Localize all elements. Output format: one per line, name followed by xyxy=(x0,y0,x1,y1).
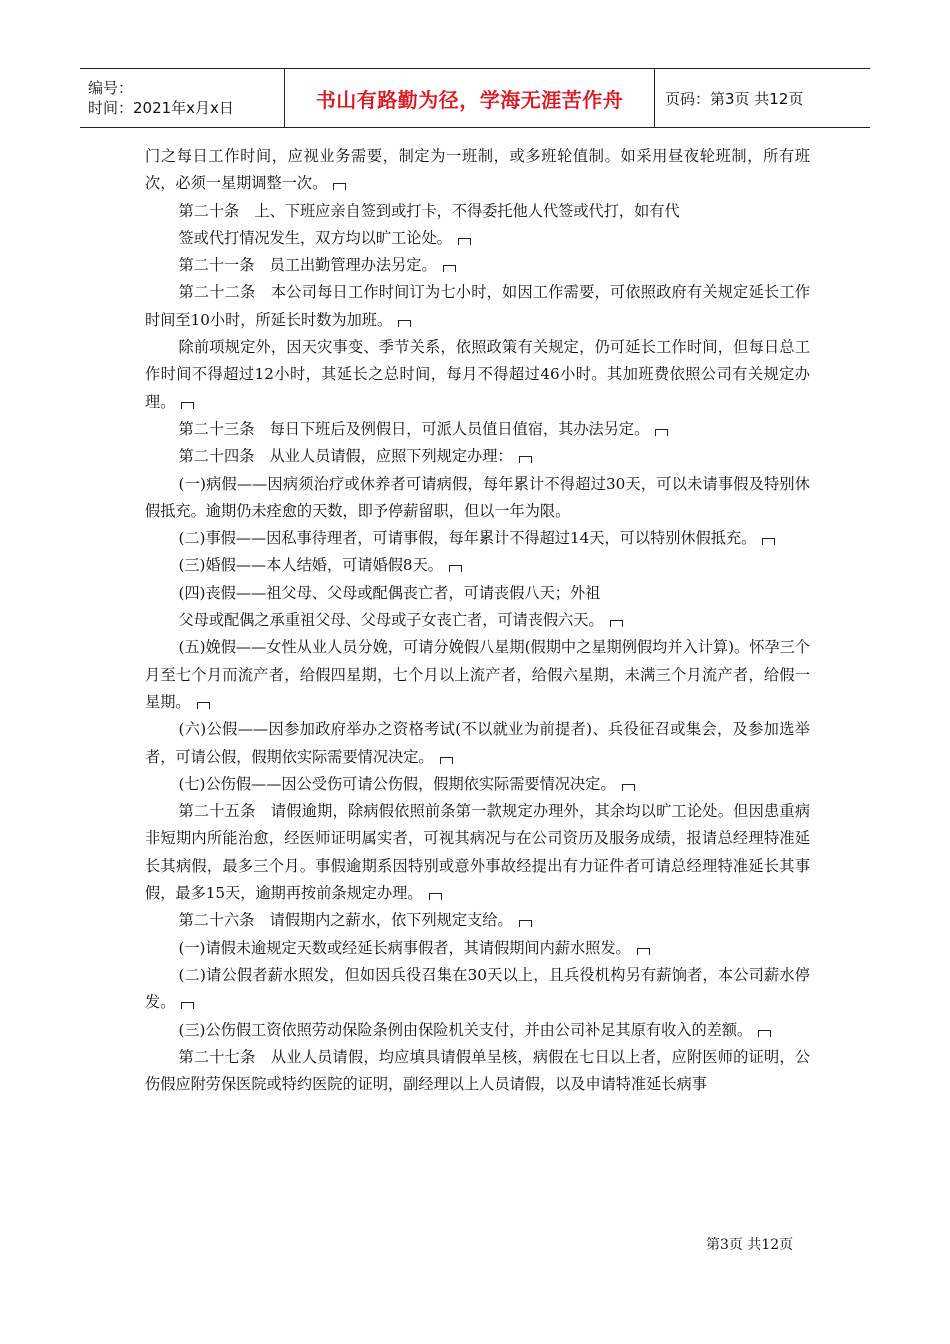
paragraph-mark-icon xyxy=(333,183,346,190)
paragraph-text: (一)请假未逾规定天数或经延长病事假者，其请假期间内薪水照发。 xyxy=(178,938,631,957)
paragraph-text: 第二十一条 员工出勤管理办法另定。 xyxy=(178,256,437,275)
paragraph-text: (二)事假——因私事待理者，可请事假，每年累计不得超过14天，可以特别休假抵充。 xyxy=(178,529,757,548)
document-date: 时间：2021年x月x日 xyxy=(88,99,234,117)
paragraph-mark-icon xyxy=(181,1002,194,1009)
body-paragraph xyxy=(145,334,810,416)
paragraph-mark-icon xyxy=(197,702,210,709)
paragraph-mark-icon xyxy=(762,538,775,545)
paragraph-text: (二)请公假者薪水照发，但如因兵役召集在30天以上，且兵役机构另有薪饷者，本公司薪水停发。 xyxy=(145,965,810,1012)
paragraph-text: (四)丧假——祖父母、父母或配偶丧亡者，可请丧假八天；外祖 xyxy=(178,583,601,602)
paragraph-mark-icon xyxy=(622,784,635,791)
paragraph-mark-icon xyxy=(181,402,194,409)
paragraph-text: 第二十三条 每日下班后及例假日，可派人员值日值宿，其办法另定。 xyxy=(178,419,650,438)
paragraph-text: (三)婚假——本人结婚，可请婚假8天。 xyxy=(178,556,443,575)
paragraph-mark-icon xyxy=(655,429,668,436)
paragraph-text: (七)公伤假——因公受伤可请公伤假，假期依实际需要情况决定。 xyxy=(178,774,616,793)
paragraph-text: (一)病假——因病须治疗或休养者可请病假，每年累计不得超过30天，可以未请事假及特别休假抵充。逾期仍未痊愈的天数，即予停薪留职，但以一年为限。 xyxy=(145,474,810,520)
header-meta xyxy=(80,69,284,127)
document-body xyxy=(145,143,810,1098)
paragraph-text: 第二十六条 请假期内之薪水，依下列规定支给。 xyxy=(178,911,513,930)
motto-text: 书山有路勤为径，学海无涯苦作舟 xyxy=(315,87,624,112)
body-paragraph xyxy=(145,907,810,934)
paragraph-text: 第二十五条 请假逾期，除病假依照前条第一款规定办理外，其余均以旷工论处。但因患重病非短期内所能治愈，经医师证明属实者，可视其病况与在公司资历及服务成绩，报请总经理特准延长其病假，最多三个月。事假逾期系因特别或意外事故经提出有力证件者可请总经理特准延长其事假，最多15天，逾期再按前条规定办理。 xyxy=(145,802,810,903)
body-paragraph xyxy=(145,416,810,443)
body-paragraph xyxy=(145,225,810,252)
body-paragraph xyxy=(145,935,810,962)
paragraph-text: 门之每日工作时间，应视业务需要，制定为一班制，或多班轮值制。如采用昼夜轮班制，所有班次，必须一星期调整一次。 xyxy=(145,147,810,193)
body-paragraph xyxy=(145,1017,810,1044)
paragraph-text: 父母或配偶之承重祖父母、父母或子女丧亡者，可请丧假六天。 xyxy=(178,611,604,630)
paragraph-text: 第二十七条 从业人员请假，均应填具请假单呈核，病假在七日以上者，应附医师的证明，公伤假应附劳保医院或特约医院的证明，副经理以上人员请假，以及申请特准延长病事 xyxy=(145,1047,810,1094)
body-paragraph xyxy=(145,962,810,1017)
paragraph-mark-icon xyxy=(519,920,532,927)
body-paragraph xyxy=(145,580,810,607)
document-number-label: 编号： xyxy=(88,79,134,97)
body-paragraph xyxy=(145,552,810,579)
header-motto xyxy=(284,69,655,127)
paragraph-mark-icon xyxy=(458,238,471,245)
paragraph-text: (六)公假——因参加政府举办之资格考试(不以就业为前提者)、兵役征召或集会，及参加选举者，可请公假，假期依实际需要情况决定。 xyxy=(145,720,810,766)
paragraph-text: 签或代打情况发生，双方均以旷工论处。 xyxy=(178,228,452,247)
body-paragraph xyxy=(145,525,810,552)
body-paragraph xyxy=(145,798,810,907)
body-paragraph xyxy=(145,771,810,798)
paragraph-mark-icon xyxy=(398,320,411,327)
body-paragraph xyxy=(145,443,810,470)
paragraph-text: 第二十四条 从业人员请假，应照下列规定办理： xyxy=(178,447,513,466)
paragraph-mark-icon xyxy=(610,620,623,627)
paragraph-mark-icon xyxy=(443,265,456,272)
paragraph-text: 除前项规定外，因天灾事变、季节关系，依照政策有关规定，仍可延长工作时间，但每日总工作时间不得超过12小时，其延长之总时间，每月不得超过46小时。其加班费依照公司有关规定办理。 xyxy=(145,338,810,411)
paragraph-mark-icon xyxy=(429,893,442,900)
body-paragraph xyxy=(145,143,810,198)
paragraph-mark-icon xyxy=(519,456,532,463)
page-footer xyxy=(706,1234,793,1254)
paragraph-mark-icon xyxy=(637,948,650,955)
header-page-info xyxy=(655,69,870,127)
paragraph-text: 第二十条 上、下班应亲自签到或打卡，不得委托他人代签或代打，如有代 xyxy=(178,201,680,220)
paragraph-text: (三)公伤假工资依照劳动保险条例由保险机关支付，并由公司补足其原有收入的差额。 xyxy=(178,1020,753,1039)
footer-page-number: 第3页 共12页 xyxy=(706,1237,794,1253)
paragraph-mark-icon xyxy=(449,565,462,572)
body-paragraph xyxy=(145,1044,810,1099)
body-paragraph xyxy=(145,252,810,279)
body-paragraph xyxy=(145,634,810,716)
body-paragraph xyxy=(145,198,810,225)
paragraph-mark-icon xyxy=(440,757,453,764)
paragraph-text: 第二十二条 本公司每日工作时间订为七小时，如因工作需要，可依照政府有关规定延长工作时间至10小时，所延长时数为加班。 xyxy=(145,283,810,329)
body-paragraph xyxy=(145,607,810,634)
body-paragraph xyxy=(145,279,810,334)
paragraph-mark-icon xyxy=(758,1030,771,1037)
paragraph-text: (五)娩假——女性从业人员分娩，可请分娩假八星期(假期中之星期例假均并入计算)。怀孕三个月至七个月而流产者，给假四星期，七个月以上流产者，给假六星期，未满三个月流产者，给假一星期。 xyxy=(145,638,810,711)
header-page-number: 页码：第3页 共12页 xyxy=(665,89,804,108)
body-paragraph xyxy=(145,471,810,526)
page-header xyxy=(80,68,870,128)
body-paragraph xyxy=(145,716,810,771)
